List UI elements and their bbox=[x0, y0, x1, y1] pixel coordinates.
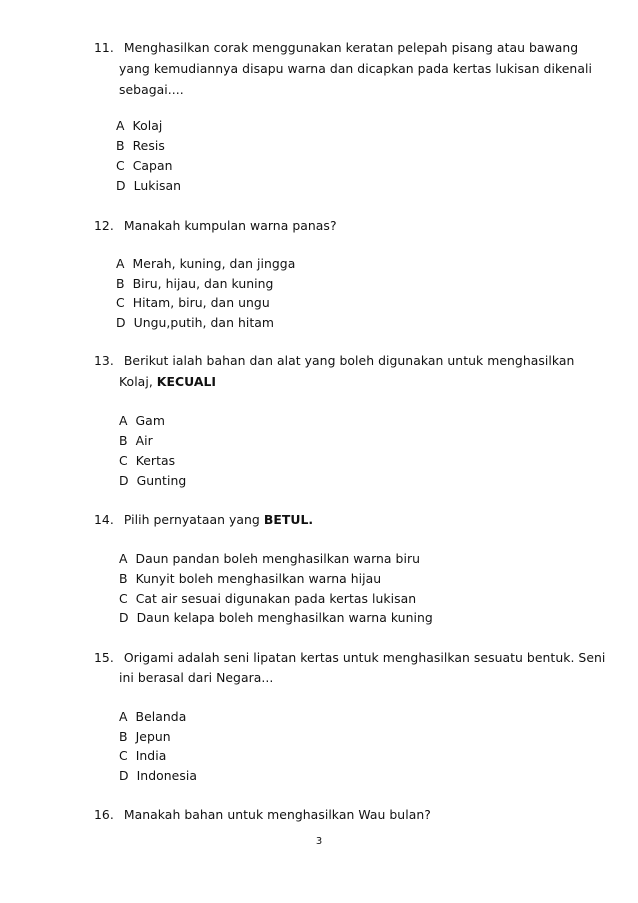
option-letter: A bbox=[119, 709, 128, 724]
question-number: 13. bbox=[94, 353, 114, 368]
option-text: Daun pandan boleh menghasilkan warna biru bbox=[135, 551, 421, 566]
emphasis-keyword: KECUALI bbox=[156, 374, 217, 389]
option-letter: C bbox=[119, 591, 128, 606]
option-letter: A bbox=[116, 256, 125, 271]
option-b bbox=[116, 276, 273, 292]
question-14-line-1 bbox=[94, 512, 313, 528]
question-15-line-1 bbox=[94, 650, 605, 666]
option-d bbox=[116, 315, 274, 331]
option-text: Hitam, biru, dan ungu bbox=[132, 295, 270, 310]
page-number: 3 bbox=[315, 836, 323, 847]
option-text: Ungu,putih, dan hitam bbox=[133, 315, 275, 330]
question-number: 15. bbox=[94, 650, 114, 665]
option-text: Indonesia bbox=[136, 768, 197, 783]
option-a bbox=[116, 118, 162, 134]
option-text: Kunyit boleh menghasilkan warna hijau bbox=[135, 571, 382, 586]
option-d bbox=[119, 768, 197, 784]
option-letter: C bbox=[116, 158, 125, 173]
option-letter: A bbox=[119, 551, 128, 566]
option-c bbox=[119, 748, 166, 764]
option-d bbox=[116, 178, 181, 194]
option-text: Kolaj bbox=[132, 118, 163, 133]
question-text: Pilih pernyataan yang bbox=[123, 512, 264, 527]
question-text: Berikut ialah bahan dan alat yang boleh digunakan untuk menghasilkan bbox=[123, 353, 575, 368]
option-letter: B bbox=[119, 433, 128, 448]
option-letter: C bbox=[119, 453, 128, 468]
question-text: Manakah bahan untuk menghasilkan Wau bulan? bbox=[123, 807, 431, 822]
option-a bbox=[119, 551, 420, 567]
option-letter: C bbox=[116, 295, 125, 310]
option-text: Lukisan bbox=[133, 178, 182, 193]
option-letter: D bbox=[119, 473, 129, 488]
question-text: Manakah kumpulan warna panas? bbox=[123, 218, 337, 233]
option-text: Belanda bbox=[135, 709, 187, 724]
question-number: 12. bbox=[94, 218, 114, 233]
option-letter: D bbox=[116, 178, 126, 193]
option-text: Gam bbox=[135, 413, 165, 428]
question-text: Kolaj, bbox=[119, 374, 157, 389]
option-letter: A bbox=[119, 413, 128, 428]
question-text: Origami adalah seni lipatan kertas untuk menghasilkan sesuatu bentuk. Seni bbox=[123, 650, 606, 665]
question-11-line-2: yang kemudiannya disapu warna dan dicapkan pada kertas lukisan dikenali bbox=[119, 61, 592, 76]
option-c bbox=[116, 158, 173, 174]
option-text: Capan bbox=[132, 158, 173, 173]
question-16-line-1 bbox=[94, 807, 431, 823]
question-number: 11. bbox=[94, 40, 114, 55]
option-letter: B bbox=[116, 276, 125, 291]
question-13-line-1 bbox=[94, 353, 574, 369]
question-15-line-2: ini berasal dari Negara... bbox=[119, 670, 274, 685]
option-text: India bbox=[135, 748, 167, 763]
option-letter: D bbox=[119, 610, 129, 625]
option-text: Jepun bbox=[135, 729, 171, 744]
option-text: Resis bbox=[132, 138, 165, 153]
option-c bbox=[119, 591, 416, 607]
question-11-line-3: sebagai.... bbox=[119, 82, 184, 97]
option-text: Kertas bbox=[135, 453, 176, 468]
option-letter: D bbox=[116, 315, 126, 330]
question-number: 14. bbox=[94, 512, 114, 527]
option-c bbox=[119, 453, 175, 469]
option-b bbox=[119, 571, 381, 587]
question-11-line-1 bbox=[94, 40, 578, 56]
option-c bbox=[116, 295, 270, 311]
option-letter: C bbox=[119, 748, 128, 763]
option-letter: D bbox=[119, 768, 129, 783]
option-a bbox=[116, 256, 295, 272]
option-b bbox=[119, 729, 171, 745]
option-b bbox=[116, 138, 165, 154]
emphasis-keyword: BETUL. bbox=[263, 512, 314, 527]
question-13-line-2 bbox=[119, 374, 216, 390]
option-text: Cat air sesuai digunakan pada kertas lukisan bbox=[135, 591, 417, 606]
option-d bbox=[119, 610, 433, 626]
question-text: Menghasilkan corak menggunakan keratan pelepah pisang atau bawang bbox=[123, 40, 579, 55]
option-letter: B bbox=[116, 138, 125, 153]
option-d bbox=[119, 473, 186, 489]
option-text: Biru, hijau, dan kuning bbox=[132, 276, 274, 291]
option-text: Gunting bbox=[136, 473, 187, 488]
option-letter: A bbox=[116, 118, 125, 133]
question-number: 16. bbox=[94, 807, 114, 822]
option-b bbox=[119, 433, 153, 449]
option-letter: B bbox=[119, 571, 128, 586]
option-text: Merah, kuning, dan jingga bbox=[132, 256, 296, 271]
question-12-line-1 bbox=[94, 218, 337, 234]
option-text: Daun kelapa boleh menghasilkan warna kuning bbox=[136, 610, 433, 625]
option-letter: B bbox=[119, 729, 128, 744]
option-text: Air bbox=[135, 433, 153, 448]
option-a bbox=[119, 709, 186, 725]
option-a bbox=[119, 413, 165, 429]
